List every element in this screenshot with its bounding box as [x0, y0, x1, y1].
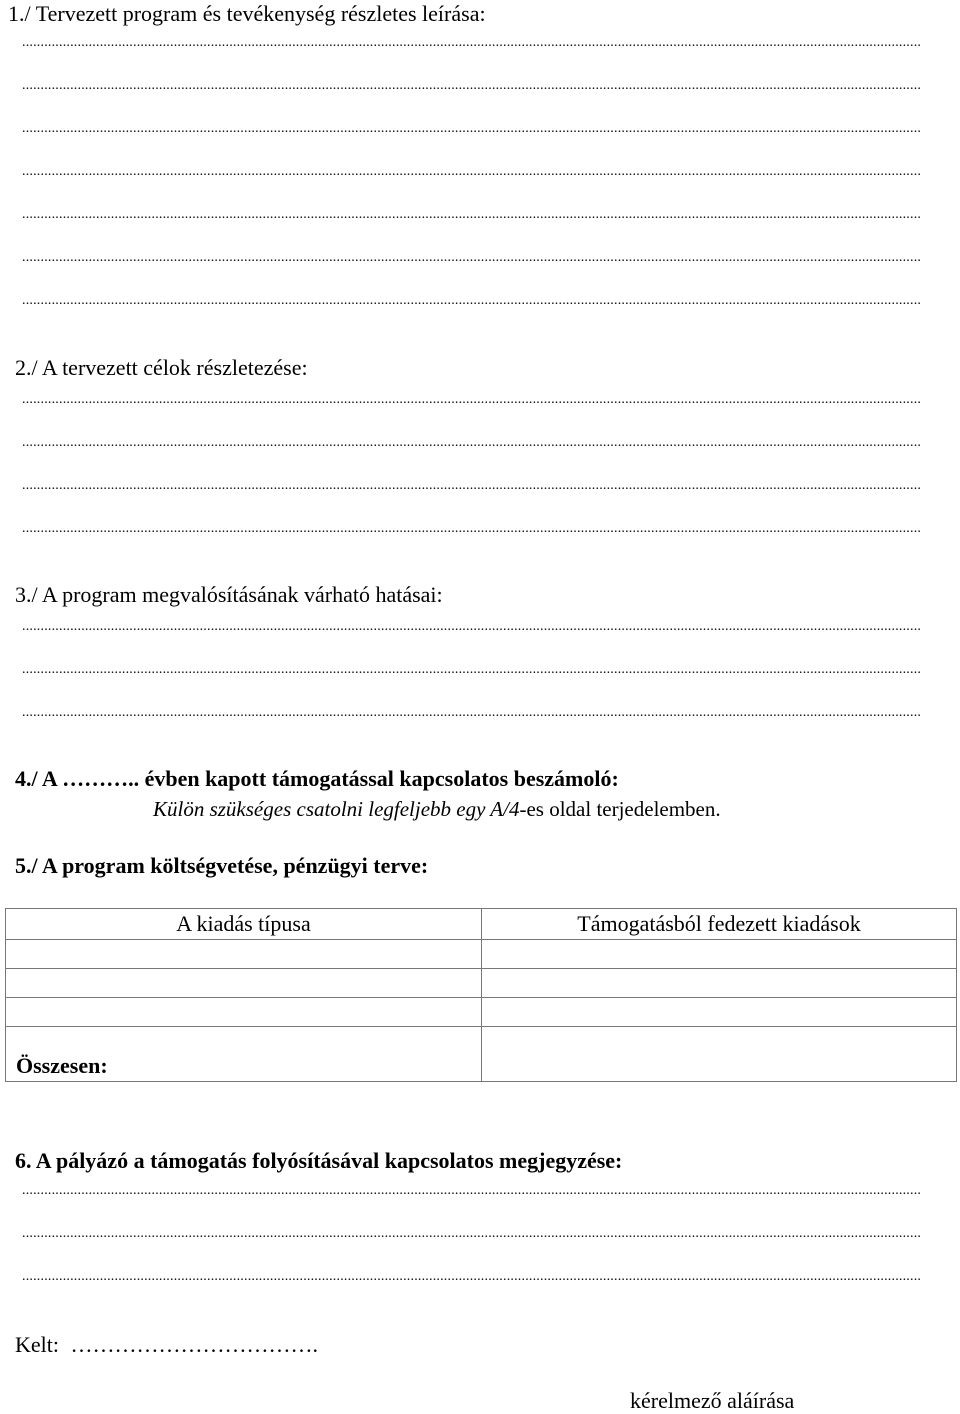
- total-label: Összesen:: [6, 1027, 482, 1082]
- section-3-title: 3./ A program megvalósításának várható hatásai:: [15, 582, 443, 607]
- dotted-line: [22, 393, 922, 407]
- dotted-line: [22, 522, 922, 536]
- signature-label: kérelmező aláírása: [630, 1388, 795, 1413]
- dotted-line: [22, 436, 922, 450]
- table-cell[interactable]: [482, 998, 957, 1027]
- column-header-funded-expenses: Támogatásból fedezett kiadások: [482, 909, 957, 940]
- section-1-title: 1./ Tervezett program és tevékenység részletes leírása:: [8, 1, 486, 26]
- section-6-title: 6. A pályázó a támogatás folyósításával kapcsolatos megjegyzése:: [15, 1148, 623, 1173]
- dotted-line: [22, 663, 922, 677]
- dotted-line: [22, 36, 922, 50]
- date-field: [15, 1332, 318, 1358]
- table-cell[interactable]: [482, 969, 957, 998]
- dotted-line: [22, 1227, 922, 1241]
- section-5-title: 5./ A program költségvetése, pénzügyi terve:: [15, 853, 429, 878]
- date-label: Kelt:: [15, 1332, 59, 1357]
- table-row: [6, 940, 957, 969]
- dotted-line: [22, 251, 922, 265]
- table-total-row: [6, 1027, 957, 1082]
- table-row: [6, 969, 957, 998]
- dotted-line: [22, 208, 922, 222]
- dotted-line: [22, 479, 922, 493]
- section-4-title: 4./ A ……….. évben kapott támogatással kapcsolatos beszámoló:: [15, 766, 619, 791]
- section-4-note-italic: Külön szükséges csatolni legfeljebb egy A/4: [153, 797, 520, 821]
- section-4-note: [153, 797, 721, 821]
- table-cell[interactable]: [6, 940, 482, 969]
- dotted-line: [22, 1184, 922, 1198]
- table-row: [6, 998, 957, 1027]
- date-placeholder[interactable]: …………………………….: [70, 1332, 318, 1357]
- dotted-line: [22, 1270, 922, 1284]
- dotted-line: [22, 165, 922, 179]
- column-header-expense-type: A kiadás típusa: [6, 909, 482, 940]
- budget-table: [5, 908, 957, 1082]
- table-header-row: [6, 909, 957, 940]
- dotted-line: [22, 620, 922, 634]
- dotted-line: [22, 79, 922, 93]
- dotted-line: [22, 706, 922, 720]
- table-cell[interactable]: [6, 998, 482, 1027]
- table-cell[interactable]: [482, 940, 957, 969]
- dotted-line: [22, 294, 922, 308]
- table-cell[interactable]: [6, 969, 482, 998]
- dotted-line: [22, 122, 922, 136]
- section-2-title: 2./ A tervezett célok részletezése:: [15, 355, 308, 380]
- section-4-note-rest: -es oldal terjedelemben.: [519, 797, 721, 821]
- total-value-cell[interactable]: [482, 1027, 957, 1082]
